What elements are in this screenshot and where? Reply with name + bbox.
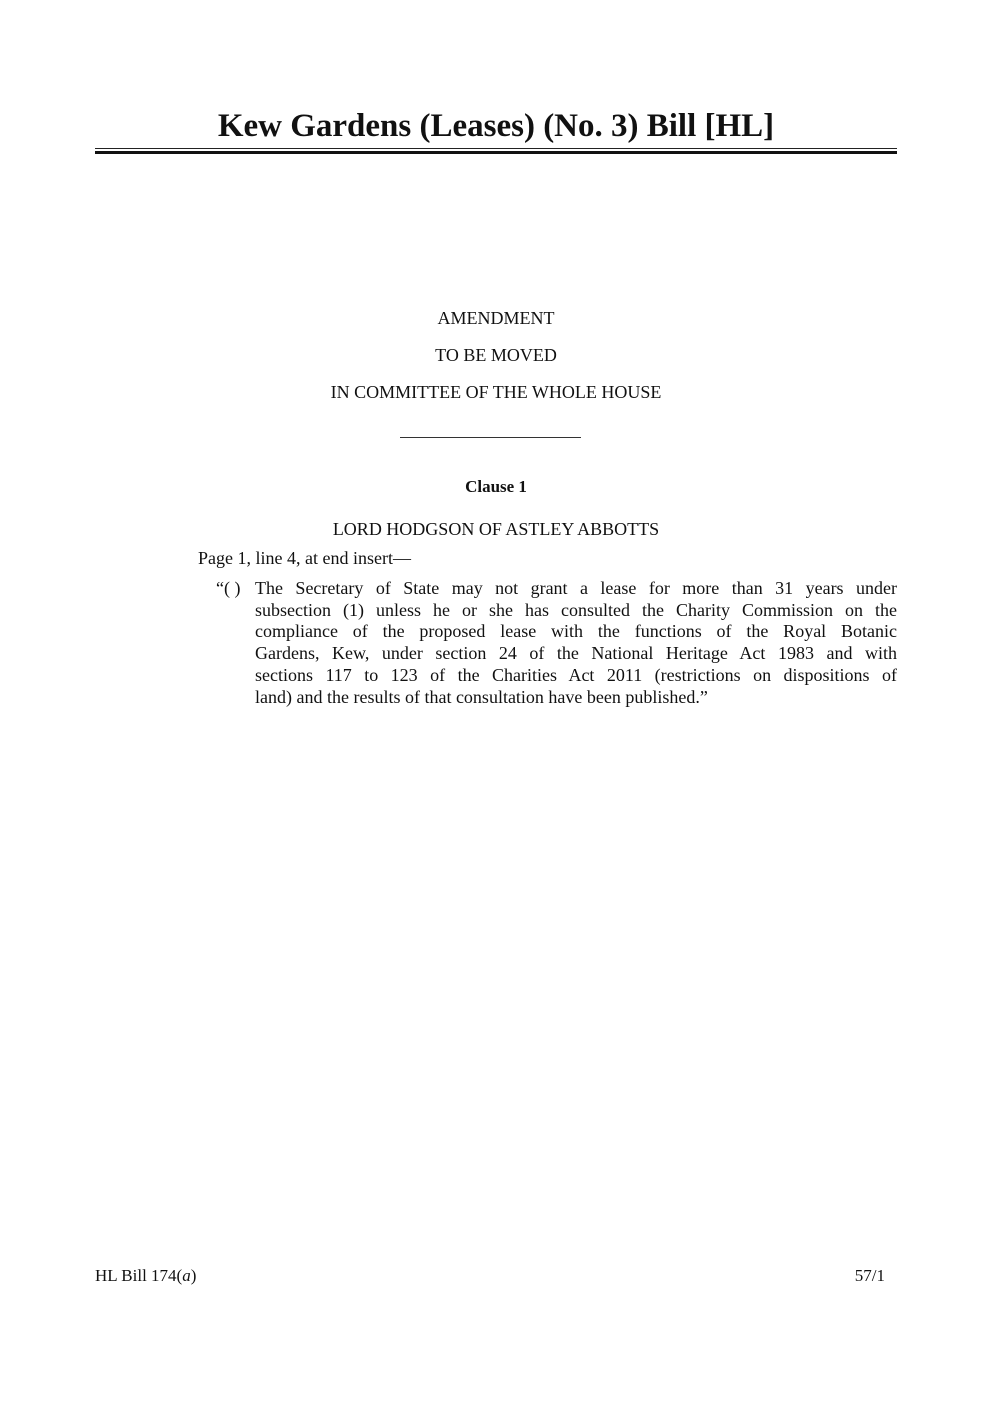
mover-name: LORD HODGSON OF ASTLEY ABBOTTS — [332, 519, 660, 539]
bill-number-close: ) — [190, 1266, 197, 1285]
bill-number-suffix: a — [182, 1266, 191, 1285]
document-title: Kew Gardens (Leases) (No. 3) Bill [HL] — [217, 108, 775, 144]
title-rule-thick — [95, 151, 897, 154]
amendment-line: The Secretary of State may not grant a lease for more than 31 years under — [255, 578, 897, 598]
amendment-line: Gardens, Kew, under section 24 of the National Heritage Act 1983 and with — [255, 643, 897, 664]
heading-amendment: AMENDMENT — [437, 308, 555, 328]
amendment-line: land) and the results of that consultation have been published.” — [255, 686, 708, 707]
amendment-line: sections 117 to 123 of the Charities Act 2011 (restrictions on dispositions of — [255, 664, 897, 685]
heading-committee: IN COMMITTEE OF THE WHOLE HOUSE — [330, 382, 662, 402]
title-rule-thin — [95, 148, 897, 149]
bill-number — [95, 1265, 196, 1287]
amendment-line: compliance of the proposed lease with the functions of the Royal Botanic — [255, 621, 897, 642]
amendment-line: subsection (1) unless he or she has consulted the Charity Commission on the — [255, 599, 897, 620]
heading-to-be-moved: TO BE MOVED — [435, 345, 557, 365]
amendment-text — [255, 578, 897, 708]
page-number: 57/1 — [854, 1266, 885, 1285]
subsection-marker: “( ) — [216, 578, 241, 598]
clause-heading: Clause 1 — [465, 477, 527, 496]
section-divider — [400, 437, 581, 438]
bill-number-prefix: HL Bill 174( — [95, 1266, 183, 1285]
page-reference: Page 1, line 4, at end insert— — [198, 548, 411, 568]
